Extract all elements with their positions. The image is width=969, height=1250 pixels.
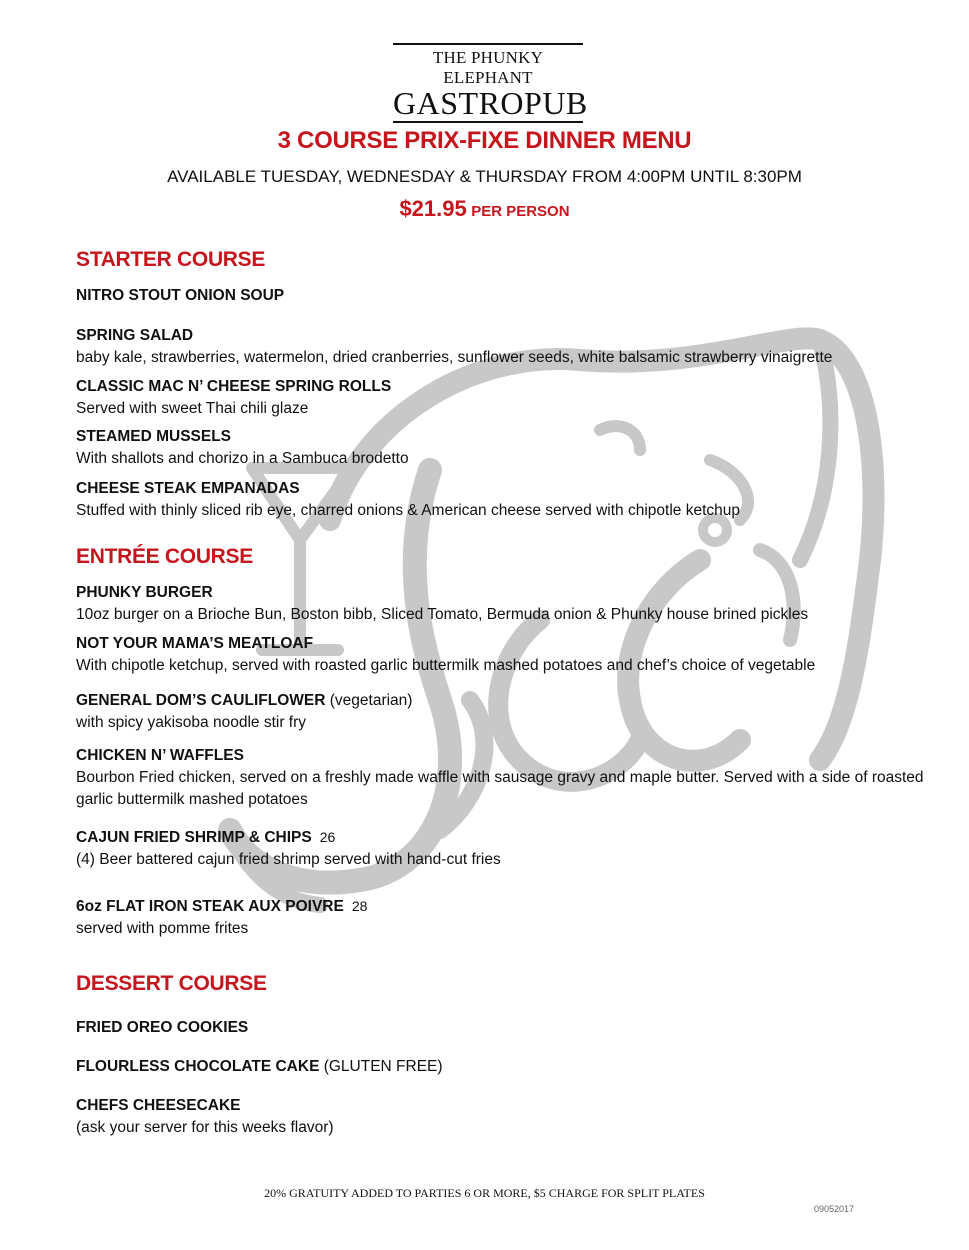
item-price: 28: [351, 898, 368, 914]
item-name: CLASSIC MAC N’ CHEESE SPRING ROLLS: [76, 378, 392, 395]
item-note: (GLUTEN FREE): [319, 1058, 443, 1075]
menu-item: [76, 691, 926, 734]
item-name-row: [76, 896, 926, 917]
menu-title: 3 COURSE PRIX-FIXE DINNER MENU: [277, 127, 692, 154]
menu-item: [76, 583, 926, 626]
item-description: 10oz burger on a Brioche Bun, Boston bibb, Sliced Tomato, Bermuda onion & Phunky house brined pickles: [76, 606, 809, 623]
item-description: baby kale, strawberries, watermelon, dried cranberries, sunflower seeds, white balsamic strawberry vinaigrette: [76, 349, 833, 366]
section-heading-entree: ENTRÉE COURSE: [76, 545, 253, 568]
item-name-row: [76, 691, 926, 711]
menu-item: [76, 286, 926, 306]
menu-item: [76, 896, 926, 940]
item-name: CHEFS CHEESECAKE: [76, 1097, 241, 1114]
item-note: (vegetarian): [325, 692, 413, 709]
item-name-row: [76, 827, 926, 848]
menu-item: [76, 377, 926, 420]
item-description: With shallots and chorizo in a Sambuca brodetto: [76, 450, 409, 467]
menu-item: [76, 1057, 926, 1077]
menu-item: [76, 427, 926, 470]
item-name: FRIED OREO COOKIES: [76, 1019, 249, 1036]
menu-item: [76, 326, 926, 369]
item-name: FLOURLESS CHOCOLATE CAKE: [76, 1058, 320, 1075]
section-heading-dessert: DESSERT COURSE: [76, 972, 267, 995]
menu-item: [76, 827, 926, 871]
item-description: Stuffed with thinly sliced rib eye, charred onions & American cheese served with chipotle ketchup: [76, 502, 740, 519]
restaurant-logo: [393, 43, 588, 123]
logo-bottom-rule: [393, 121, 583, 123]
item-description: Served with sweet Thai chili glaze: [76, 400, 309, 417]
item-description: with spicy yakisoba noodle stir fry: [76, 714, 307, 731]
item-name: SPRING SALAD: [76, 327, 194, 344]
item-name: GENERAL DOM’S CAULIFLOWER: [76, 692, 326, 709]
item-name: NITRO STOUT ONION SOUP: [76, 287, 285, 304]
item-name: PHUNKY BURGER: [76, 584, 213, 601]
menu-item: [76, 746, 926, 811]
section-heading-starter: STARTER COURSE: [76, 248, 266, 271]
item-name: CHICKEN N’ WAFFLES: [76, 747, 244, 764]
item-name-row: [76, 1057, 926, 1077]
item-name: CAJUN FRIED SHRIMP & CHIPS: [76, 829, 312, 846]
item-name: NOT YOUR MAMA’S MEATLOAF: [76, 635, 314, 652]
item-price: 26: [319, 829, 336, 845]
menu-item: [76, 1018, 926, 1038]
price-line: [0, 196, 969, 222]
item-description: (ask your server for this weeks flavor): [76, 1119, 334, 1136]
item-description: served with pomme frites: [76, 920, 249, 937]
item-description: (4) Beer battered cajun fried shrimp served with hand-cut fries: [76, 851, 501, 868]
logo-top-rule: [393, 43, 583, 45]
menu-item: [76, 479, 926, 522]
logo-line1: THE PHUNKY ELEPHANT: [432, 48, 544, 87]
availability-text: AVAILABLE TUESDAY, WEDNESDAY & THURSDAY FROM 4:00PM UNTIL 8:30PM: [167, 167, 802, 186]
item-name: STEAMED MUSSELS: [76, 428, 232, 445]
logo-line2: GASTROPUB: [393, 85, 588, 121]
menu-price: $21.95: [399, 196, 467, 221]
menu-item: [76, 1096, 926, 1139]
price-suffix: PER PERSON: [471, 203, 570, 220]
gratuity-note: 20% GRATUITY ADDED TO PARTIES 6 OR MORE, $5 CHARGE FOR SPLIT PLATES: [264, 1186, 705, 1200]
menu-item: [76, 634, 926, 677]
item-name: 6oz FLAT IRON STEAK AUX POIVRE: [76, 898, 344, 915]
item-name: CHEESE STEAK EMPANADAS: [76, 480, 300, 497]
item-description: With chipotle ketchup, served with roasted garlic buttermilk mashed potatoes and chef’s choice of vegetable: [76, 657, 816, 674]
item-description: Bourbon Fried chicken, served on a freshly made waffle with sausage gravy and maple butter. Served with a side of roasted garlic buttermilk mashed potatoes: [76, 769, 924, 808]
document-code: 09052017: [814, 1204, 855, 1214]
